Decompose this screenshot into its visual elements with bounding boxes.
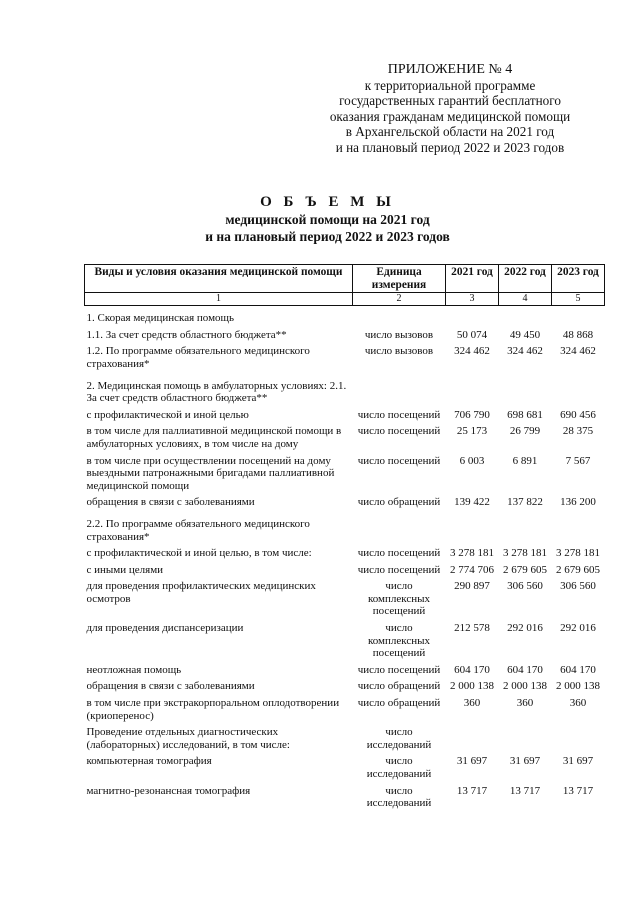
appendix-line: оказания гражданам медицинской помощи: [329, 108, 571, 124]
row-name: с профилактической и иной целью, в том числе:: [86, 547, 312, 560]
row-value-2023: [552, 512, 605, 546]
row-value-2021: [446, 512, 499, 546]
row-value-2021: 290 897: [454, 580, 490, 593]
row-value-2023: 2 679 605: [556, 563, 600, 576]
row-value-2023: 28 375: [562, 425, 594, 438]
table-row: [85, 784, 605, 813]
row-value-2023: 690 456: [560, 408, 596, 421]
row-value-2023: [552, 374, 605, 408]
row-unit: число обращений: [357, 697, 441, 710]
row-value-2022: 698 681: [507, 408, 543, 421]
row-unit: число исследований: [366, 755, 432, 780]
row-value-2023: 324 462: [560, 345, 596, 358]
title-line-3: и на плановый период 2022 и 2023 годов: [205, 229, 450, 244]
row-name: неотложная помощь: [86, 663, 182, 676]
appendix-line: и на плановый период 2022 и 2023 годов: [335, 139, 565, 155]
row-value-2022: [499, 725, 552, 754]
row-value-2022: [499, 306, 552, 328]
row-unit: число комплексных посещений: [367, 622, 431, 660]
row-value-2021: [446, 374, 499, 408]
row-value-2021: 360: [463, 697, 481, 710]
table-row: [85, 306, 605, 328]
row-value-2021: 212 578: [454, 622, 490, 635]
row-value-2021: 13 717: [456, 784, 488, 797]
row-value-2023: [552, 725, 605, 754]
row-unit: число посещений: [357, 563, 441, 576]
row-name: компьютерная томография: [86, 755, 212, 768]
row-unit: число посещений: [357, 454, 441, 467]
row-value-2023: 292 016: [560, 622, 596, 635]
table-row: [85, 344, 605, 373]
document-title: [40, 193, 615, 245]
row-value-2022: 3 278 181: [503, 547, 547, 560]
table-row: [85, 495, 605, 512]
row-value-2021: [446, 725, 499, 754]
row-unit: [353, 512, 446, 546]
table-row: [85, 328, 605, 345]
row-value-2023: 48 868: [562, 328, 594, 341]
row-value-2023: 3 278 181: [556, 547, 600, 560]
appendix-line: к территориальной программе: [364, 77, 536, 93]
volumes-table-wrap: [84, 264, 605, 813]
table-row: [85, 663, 605, 680]
header-year-2021: 2021 год: [446, 265, 499, 293]
header-number: 3: [446, 293, 499, 306]
row-value-2023: 31 697: [562, 755, 594, 768]
row-name: для проведения диспансеризации: [86, 622, 244, 635]
title-line-2: медицинской помощи на 2021 год: [225, 212, 430, 227]
row-value-2021: 604 170: [454, 663, 490, 676]
row-value-2023: [552, 306, 605, 328]
row-name: для проведения профилактических медицинских осмотров: [86, 580, 316, 605]
row-value-2022: 2 679 605: [503, 563, 547, 576]
row-value-2022: 2 000 138: [503, 680, 547, 693]
table-row: [85, 408, 605, 425]
row-name: в том числе при осуществлении посещений на дому выездными патронажными бригадами паллиативной медицинской помощи: [86, 454, 335, 492]
row-value-2021: 50 074: [456, 328, 488, 341]
row-unit: [353, 374, 446, 408]
row-value-2021: 2 774 706: [450, 563, 494, 576]
table-row: [85, 563, 605, 580]
row-unit: число обращений: [357, 680, 441, 693]
header-number: 5: [552, 293, 605, 306]
row-unit: число исследований: [366, 726, 432, 751]
row-name: обращения в связи с заболеваниями: [86, 680, 255, 693]
row-value-2021: 3 278 181: [450, 547, 494, 560]
row-value-2022: [499, 512, 552, 546]
header-care-type: Виды и условия оказания медицинской помощи: [85, 265, 353, 293]
row-unit: число комплексных посещений: [367, 580, 431, 618]
row-value-2022: 6 891: [512, 454, 538, 467]
row-value-2021: 6 003: [459, 454, 485, 467]
header-number: 2: [353, 293, 446, 306]
volumes-table: [84, 264, 605, 813]
row-value-2023: 136 200: [560, 496, 596, 509]
row-name: обращения в связи с заболеваниями: [86, 496, 255, 509]
row-name: в том числе для паллиативной медицинской помощи в амбулаторных условиях, в том числе на дому: [86, 425, 342, 450]
table-row: [85, 754, 605, 783]
table-row: [85, 454, 605, 496]
row-value-2021: 324 462: [454, 345, 490, 358]
row-value-2022: 360: [516, 697, 534, 710]
header-year-2022: 2022 год: [499, 265, 552, 293]
row-name: в том числе при экстракорпоральном оплодотворении (криоперенос): [86, 697, 340, 722]
row-value-2022: 137 822: [507, 496, 543, 509]
appendix-line: государственных гарантий бесплатного: [339, 93, 561, 109]
row-name: 1.2. По программе обязательного медицинского страхования*: [86, 345, 310, 370]
appendix-line: в Архангельской области на 2021 год: [345, 124, 555, 140]
row-name: 2.2. По программе обязательного медицинского страхования*: [86, 517, 310, 543]
row-value-2021: 706 790: [454, 408, 490, 421]
row-value-2021: 2 000 138: [450, 680, 494, 693]
row-value-2022: 604 170: [507, 663, 543, 676]
row-name: 2. Медицинская помощь в амбулаторных условиях: 2.1. За счет средств областного бюджета**: [86, 379, 347, 405]
row-value-2022: 31 697: [509, 755, 541, 768]
row-unit: число обращений: [357, 496, 441, 509]
row-unit: число посещений: [357, 425, 441, 438]
row-unit: [353, 306, 446, 328]
row-name: магнитно-резонансная томография: [86, 784, 251, 797]
row-value-2022: 292 016: [507, 622, 543, 635]
row-value-2022: 26 799: [509, 425, 541, 438]
row-value-2021: 139 422: [454, 496, 490, 509]
row-value-2023: 604 170: [560, 663, 596, 676]
row-value-2023: 7 567: [565, 454, 591, 467]
table-row: [85, 579, 605, 621]
row-value-2023: 2 000 138: [556, 680, 600, 693]
appendix-title: ПРИЛОЖЕНИЕ № 4: [387, 62, 513, 77]
row-value-2022: 306 560: [507, 580, 543, 593]
header-number: 4: [499, 293, 552, 306]
table-row: [85, 374, 605, 408]
row-name: Проведение отдельных диагностических (лабораторных) исследований, в том числе:: [86, 726, 290, 751]
row-value-2021: [446, 306, 499, 328]
row-value-2021: 31 697: [456, 755, 488, 768]
row-unit: число исследований: [366, 784, 432, 810]
header-year-2023: 2023 год: [552, 265, 605, 293]
table-row: [85, 424, 605, 453]
header-unit: Единица измерения: [353, 265, 446, 293]
row-unit: число вызовов: [364, 345, 434, 358]
row-value-2022: [499, 374, 552, 408]
row-name: 1. Скорая медицинская помощь: [86, 312, 235, 325]
row-value-2021: 25 173: [456, 425, 488, 438]
row-unit: число вызовов: [364, 328, 434, 341]
row-value-2022: 13 717: [509, 784, 541, 797]
row-name: с профилактической и иной целью: [86, 408, 249, 421]
row-value-2023: 306 560: [560, 580, 596, 593]
table-row: [85, 512, 605, 546]
header-number: 1: [85, 293, 353, 306]
appendix-block: [300, 62, 600, 156]
row-value-2022: 324 462: [507, 345, 543, 358]
row-value-2022: 49 450: [509, 328, 541, 341]
table-row: [85, 546, 605, 563]
row-value-2023: 360: [569, 697, 587, 710]
table-row: [85, 679, 605, 696]
row-name: с иными целями: [86, 563, 164, 576]
row-value-2023: 13 717: [562, 784, 594, 797]
table-row: [85, 621, 605, 663]
row-unit: число посещений: [357, 408, 441, 421]
row-name: 1.1. За счет средств областного бюджета**: [86, 328, 287, 341]
table-row: [85, 725, 605, 754]
row-unit: число посещений: [357, 663, 441, 676]
title-line-1: О Б Ъ Е М Ы: [260, 194, 395, 210]
table-row: [85, 696, 605, 725]
row-unit: число посещений: [357, 547, 441, 560]
